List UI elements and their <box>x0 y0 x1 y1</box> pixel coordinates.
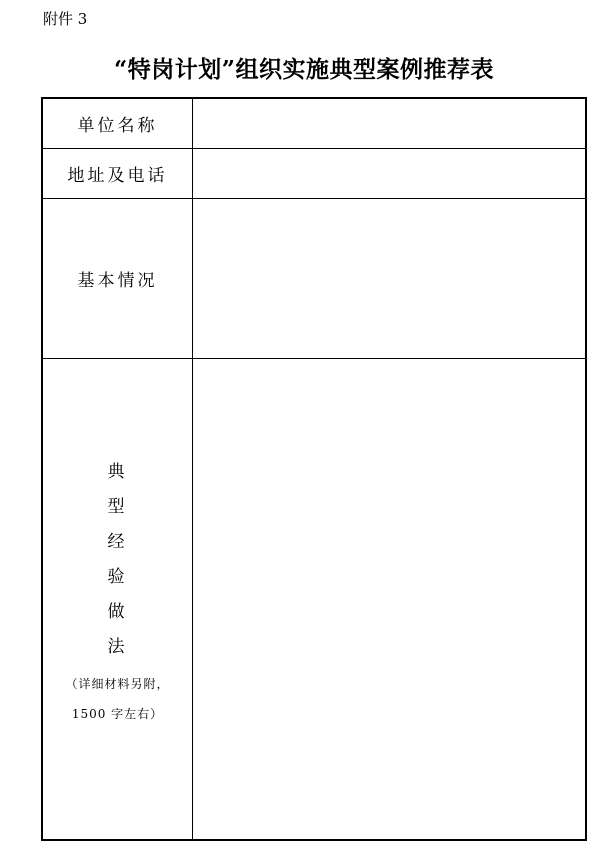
experience-note-line1: （详细材料另附， <box>65 677 170 691</box>
experience-label-char: 法 <box>107 637 128 657</box>
experience-label-char: 典 <box>107 462 128 482</box>
experience-row <box>43 359 585 839</box>
basic-info-label: 基本情况 <box>43 199 193 358</box>
basic-info-row <box>43 199 585 359</box>
address-phone-row <box>43 149 585 199</box>
experience-note-line2: 1500 字左右） <box>71 707 164 721</box>
unit-name-label: 单位名称 <box>43 99 193 148</box>
experience-field[interactable] <box>193 359 585 839</box>
experience-label-char: 做 <box>107 602 128 622</box>
experience-label <box>43 359 193 839</box>
attachment-label: 附件 3 <box>43 10 88 28</box>
address-phone-label: 地址及电话 <box>43 149 193 198</box>
experience-label-char: 经 <box>107 532 128 552</box>
recommendation-form-table <box>41 97 587 841</box>
address-phone-field[interactable] <box>193 149 585 198</box>
experience-label-char: 验 <box>107 567 128 587</box>
unit-name-field[interactable] <box>193 99 585 148</box>
basic-info-field[interactable] <box>193 199 585 358</box>
unit-name-row <box>43 99 585 149</box>
experience-label-char: 型 <box>107 497 128 517</box>
document-title: “特岗计划”组织实施典型案例推荐表 <box>114 56 494 83</box>
experience-label-stack <box>65 455 169 723</box>
